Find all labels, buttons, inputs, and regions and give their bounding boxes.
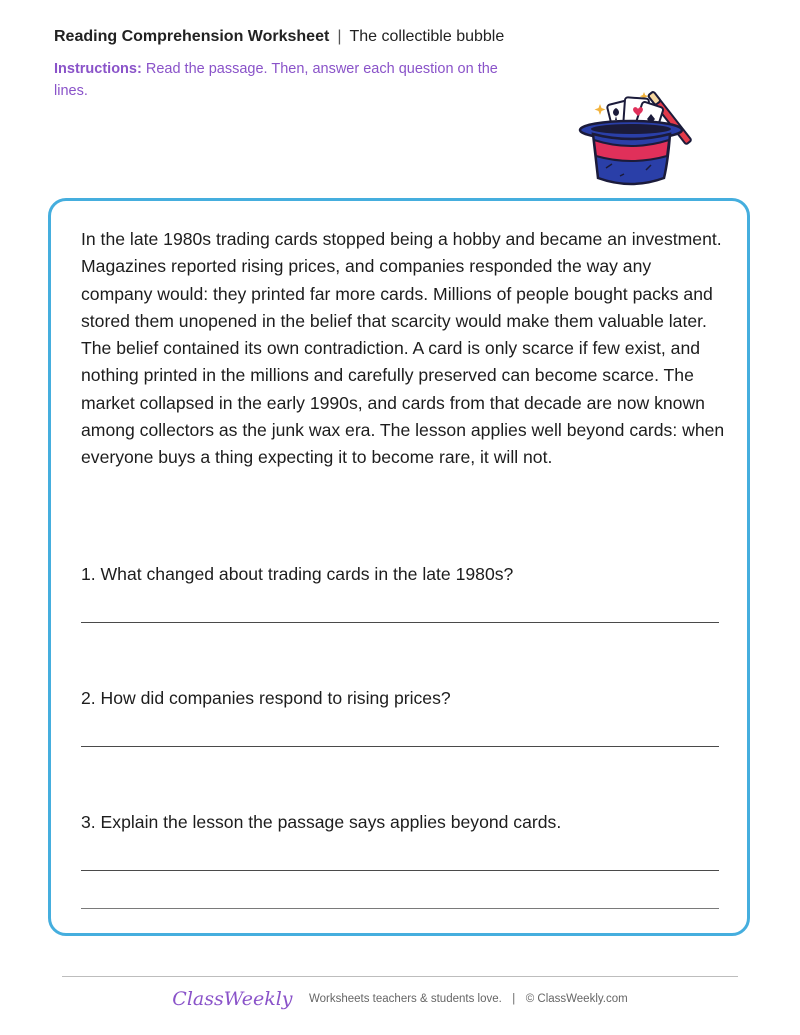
answer-line-2[interactable] (81, 746, 719, 747)
answer-line-3b[interactable] (81, 908, 719, 909)
question-1: 1. What changed about trading cards in the late 1980s? (81, 564, 514, 584)
instructions-label: Instructions: (54, 61, 142, 77)
magic-hat-icon (576, 86, 692, 190)
worksheet-title: Reading Comprehension Worksheet (54, 28, 330, 45)
answer-line-3a[interactable] (81, 870, 719, 871)
reading-passage: In the late 1980s trading cards stopped being a hobby and became an investment. Magazines reported rising prices, and companies responded the way any company would: they printed far more cards. Millions of people bought packs and stored them unopened in the belief that scarcity would make them valuable later. The belief contained its own contradiction. A card is only scarce if few exist, and nothing printed in the millions and carefully preserved can become scarce. The market collapsed in the early 1990s, and cards from that decade are now known among collectors as the junk wax era. The lesson applies well beyond cards: when everyone buys a thing expecting it to become rare, it will not. (81, 229, 725, 468)
brand-logo: ClassWeekly (172, 988, 293, 1010)
footer-separator: | (512, 993, 516, 1005)
header-separator: | (337, 28, 342, 45)
footer (0, 988, 800, 1010)
instructions-text: Read the passage. Then, answer each question on the lines. (54, 61, 498, 99)
footer-tagline: Worksheets teachers & students love. (308, 993, 502, 1005)
instructions (54, 58, 514, 102)
question-2: 2. How did companies respond to rising prices? (81, 688, 451, 708)
footer-copyright: © ClassWeekly.com (525, 993, 628, 1005)
question-3: 3. Explain the lesson the passage says applies beyond cards. (81, 812, 562, 832)
answer-line-1[interactable] (81, 622, 719, 623)
footer-divider (62, 976, 738, 977)
worksheet-subtitle: The collectible bubble (349, 28, 505, 45)
worksheet-header (54, 28, 504, 46)
